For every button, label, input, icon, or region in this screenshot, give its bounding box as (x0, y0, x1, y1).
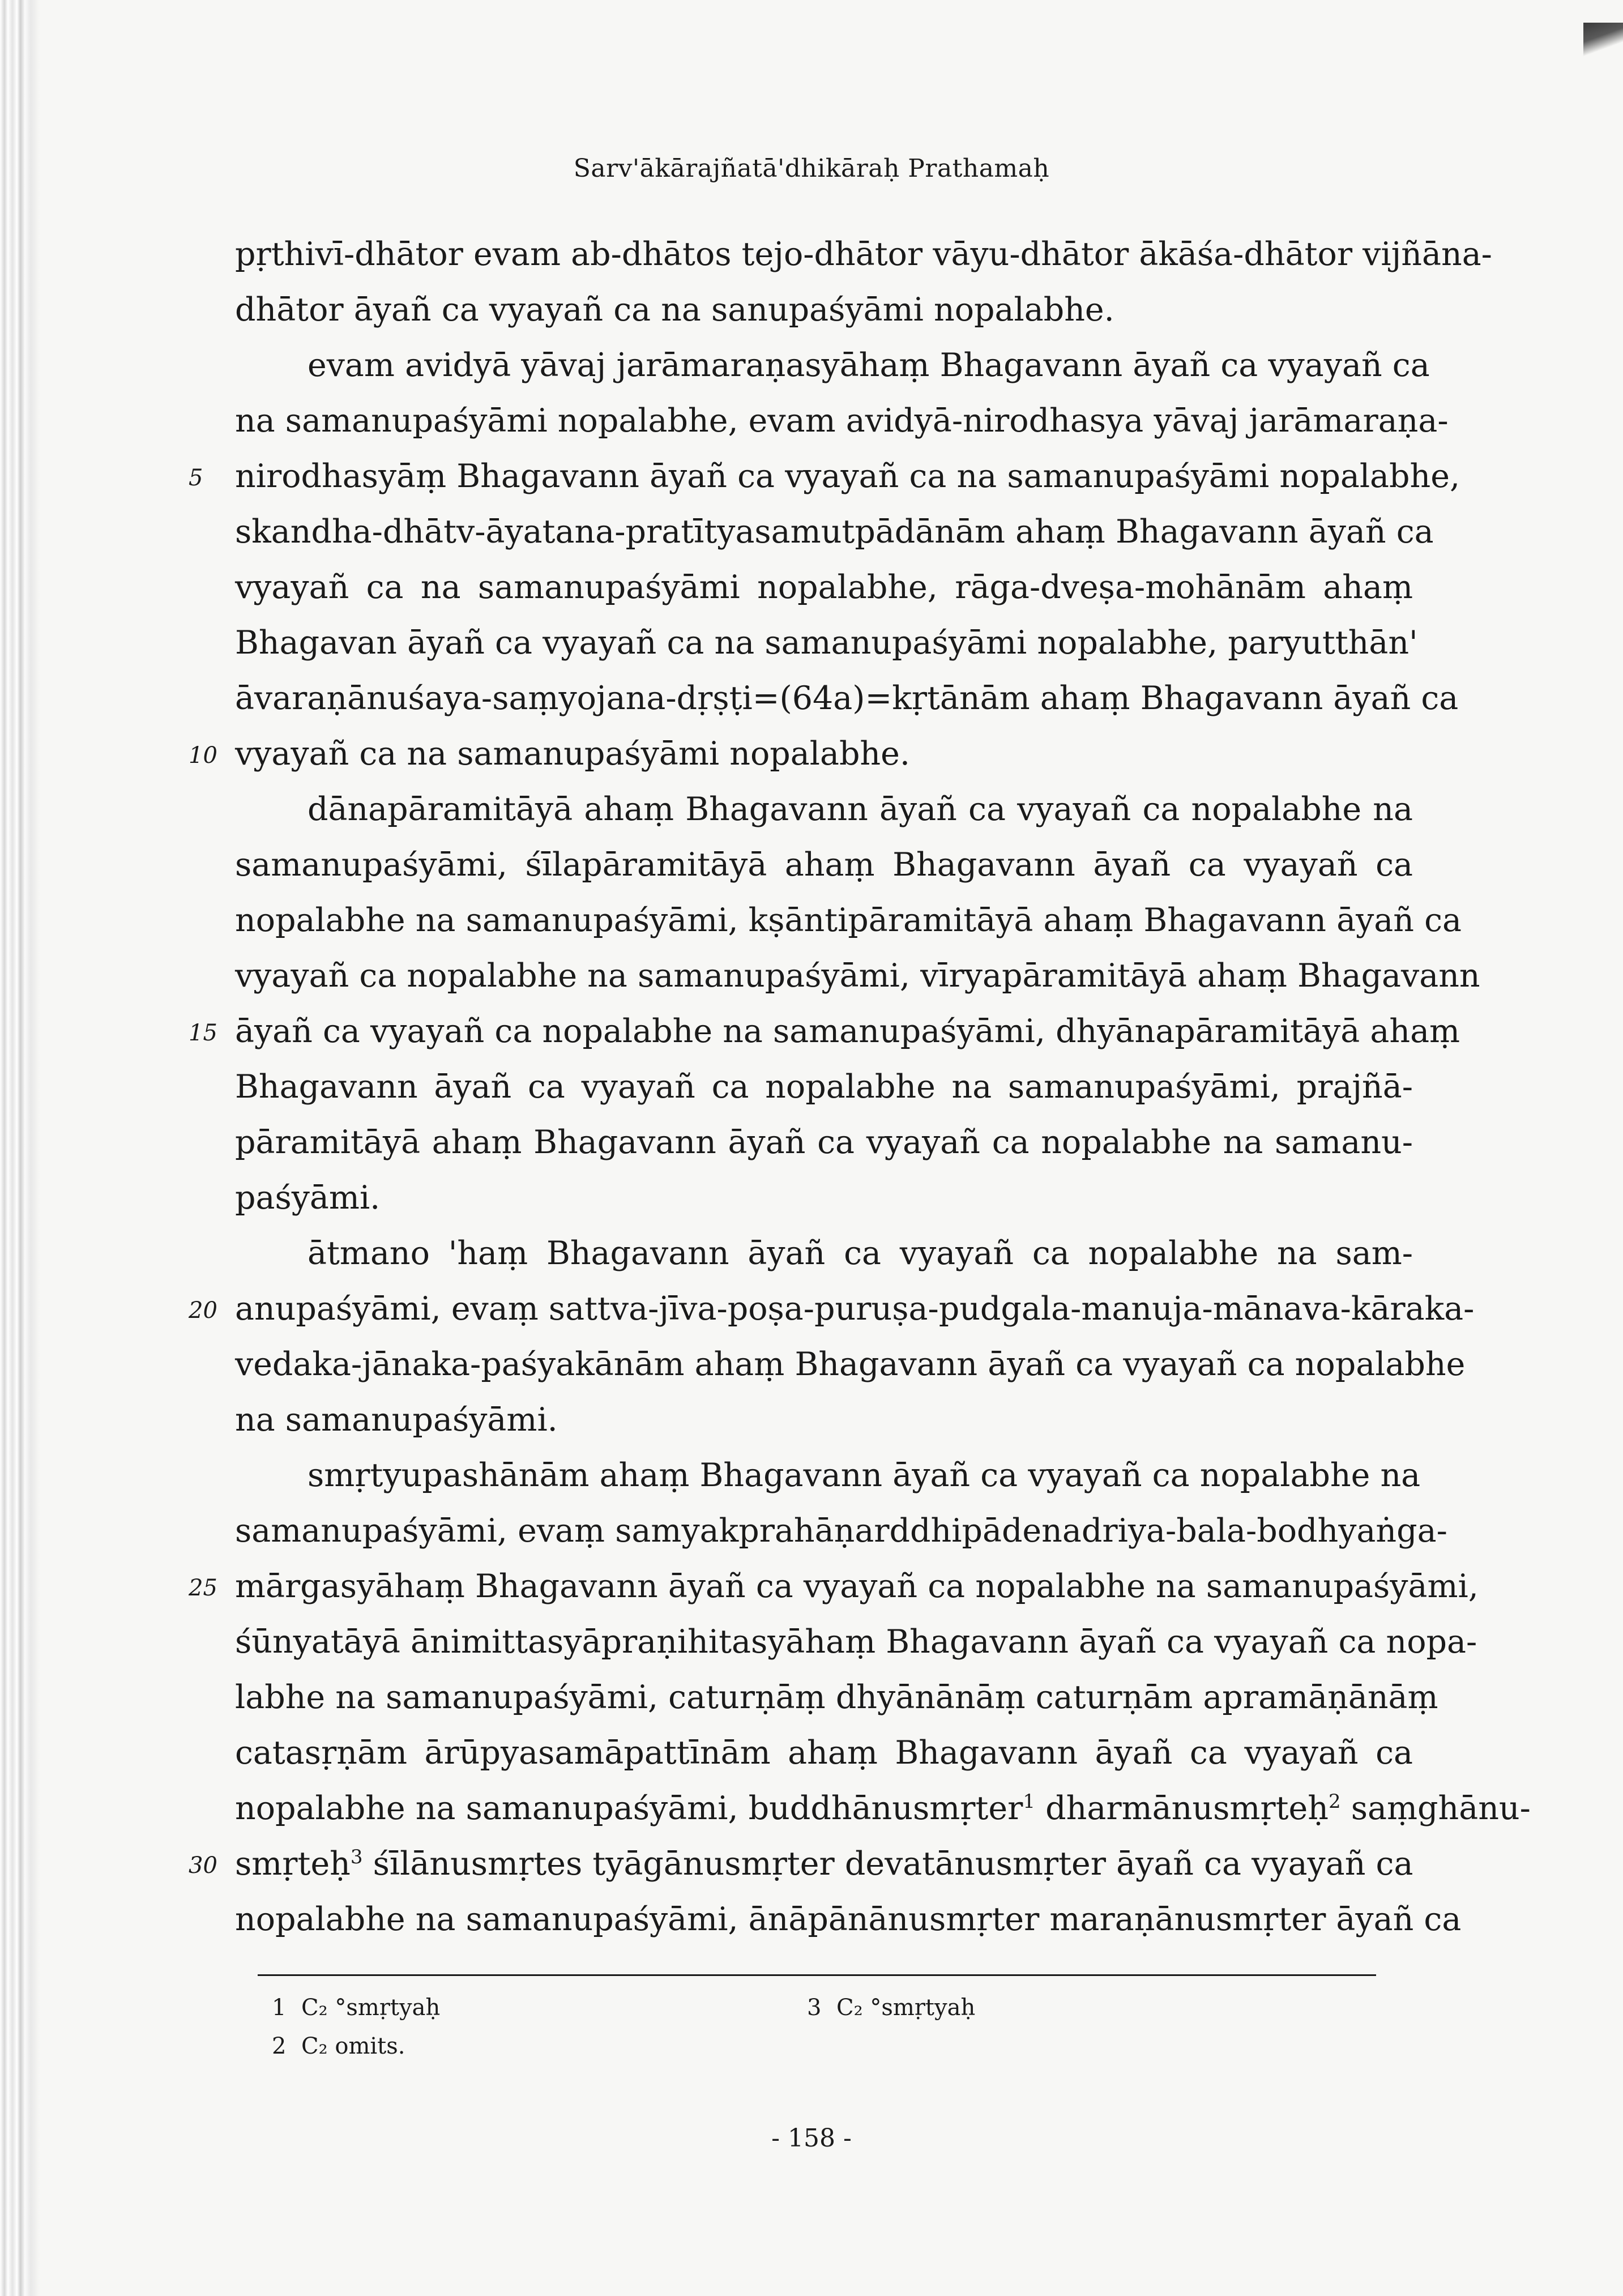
text-line: 20 anupaśyāmi, evaṃ sattva-jīva-poṣa-puruṣa-pudgala-manuja-mānava-kāraka- (235, 1281, 1413, 1337)
scan-binding-edge (0, 0, 52, 2296)
footnote-number: 1 (272, 1995, 287, 2021)
text-line: samanupaśyāmi, evaṃ samyakprahāṇarddhipādenadriya-bala-bodhyaṅga- (235, 1512, 1447, 1550)
footnote (807, 1991, 975, 2025)
text-line: na samanupaśyāmi nopalabhe, evam avidyā-nirodhasya yāvaj jarāmaraṇa- (235, 402, 1449, 439)
line-number: 30 (189, 1853, 217, 1879)
text-line: 15 āyañ ca vyayañ ca nopalabhe na samanupaśyāmi, dhyānapāramitāyā ahaṃ (235, 1004, 1413, 1059)
text-line: labhe na samanupaśyāmi, caturṇāṃ dhyānānāṃ caturṇām apramāṇānāṃ (235, 1679, 1438, 1716)
text-line: nopalabhe na samanupaśyāmi, kṣāntipāramitāyā ahaṃ Bhagavann āyañ ca (235, 902, 1462, 939)
text-line: skandha-dhātv-āyatana-pratītyasamutpādānām ahaṃ Bhagavann āyañ ca (235, 513, 1434, 550)
line-number: 25 (189, 1575, 217, 1601)
footnote-ref-1[interactable]: 1 (1023, 1790, 1036, 1813)
text-line: ātmano 'haṃ Bhagavann āyañ ca vyayañ ca nopalabhe na sam- (307, 1235, 1413, 1272)
footnote-number: 3 (807, 1995, 822, 2021)
footnote-ref-2[interactable]: 2 (1328, 1790, 1341, 1813)
footnote (272, 2029, 405, 2063)
text-line: vyayañ ca nopalabhe na samanupaśyāmi, vīryapāramitāyā ahaṃ Bhagavann (235, 957, 1480, 995)
text-line: Bhagavann āyañ ca vyayañ ca nopalabhe na samanupaśyāmi, prajñā- (235, 1068, 1413, 1106)
footnote-ref-3[interactable]: 3 (350, 1846, 363, 1868)
text-line: dhātor āyañ ca vyayañ ca na sanupaśyāmi nopalabhe. (235, 291, 1114, 328)
text-line: samanupaśyāmi, śīlapāramitāyā ahaṃ Bhagavann āyañ ca vyayañ ca (235, 846, 1413, 884)
scan-corner-mark (1583, 23, 1623, 57)
footnote-number: 2 (272, 2033, 287, 2059)
line-number: 20 (189, 1298, 217, 1324)
footnote-text: C₂ °smṛtyaḥ (836, 1995, 976, 2021)
text-line: 30 smṛteḥ$^3$ śīlānusmṛtes tyāgānusmṛter devatānusmṛter āyañ ca vyayañ ca (235, 1836, 1413, 1892)
running-head: Sarv'ākārajñatā'dhikāraḥ Prathamaḥ (573, 154, 1050, 183)
text-line: Bhagavan āyañ ca vyayañ ca na samanupaśyāmi nopalabhe, paryutthān' (235, 624, 1418, 662)
text-line: na samanupaśyāmi. (235, 1401, 558, 1439)
text-line: āvaraṇānuśaya-saṃyojana-dṛṣṭi=(64a)=kṛtānām ahaṃ Bhagavann āyañ ca (235, 680, 1459, 717)
footnote (272, 1991, 440, 2025)
text-line: pṛthivī-dhātor evam ab-dhātos tejo-dhātor vāyu-dhātor ākāśa-dhātor vijñāna- (235, 236, 1492, 273)
text-line: vyayañ ca na samanupaśyāmi nopalabhe, rāga-dveṣa-mohānām ahaṃ (235, 569, 1413, 606)
text-line: nopalabhe na samanupaśyāmi, ānāpānānusmṛter maraṇānusmṛter āyañ ca (235, 1901, 1462, 1938)
text-line: catasṛṇām ārūpyasamāpattīnām ahaṃ Bhagavann āyañ ca vyayañ ca (235, 1734, 1413, 1772)
text-line: smṛtyupashānām ahaṃ Bhagavann āyañ ca vyayañ ca nopalabhe na (307, 1457, 1421, 1494)
text-line: 5 nirodhasyāṃ Bhagavann āyañ ca vyayañ ca na samanupaśyāmi nopalabhe, (235, 449, 1413, 504)
text-line: vedaka-jānaka-paśyakānām ahaṃ Bhagavann āyañ ca vyayañ ca nopalabhe (235, 1346, 1466, 1383)
body-text (189, 227, 1531, 1947)
text-line: paśyāmi. (235, 1179, 381, 1217)
text-line: dānapāramitāyā ahaṃ Bhagavann āyañ ca vyayañ ca nopalabhe na (307, 791, 1413, 828)
footnote-rule (258, 1974, 1376, 1976)
text-line: śūnyatāyā ānimittasyāpraṇihitasyāhaṃ Bhagavann āyañ ca vyayañ ca nopa- (235, 1623, 1477, 1661)
text-line: evam avidyā yāvaj jarāmaraṇasyāhaṃ Bhagavann āyañ ca vyayañ ca (307, 347, 1430, 384)
footnote-text: C₂ omits. (301, 2033, 405, 2059)
line-number: 15 (189, 1020, 217, 1046)
page-number: - 158 - (771, 2124, 852, 2153)
line-number: 10 (189, 742, 217, 769)
line-number: 5 (189, 465, 203, 491)
text-line: 10 vyayañ ca na samanupaśyāmi nopalabhe. (235, 726, 1413, 782)
text-line: 25 mārgasyāhaṃ Bhagavann āyañ ca vyayañ ca nopalabhe na samanupaśyāmi, (235, 1559, 1413, 1614)
text-line: nopalabhe na samanupaśyāmi, buddhānusmṛter$^1$ dharmānusmṛteḥ$^2$ saṃghānu- (235, 1790, 1531, 1827)
footnote-text: C₂ °smṛtyaḥ (301, 1995, 441, 2021)
text-line: pāramitāyā ahaṃ Bhagavann āyañ ca vyayañ ca nopalabhe na samanu- (235, 1124, 1413, 1161)
